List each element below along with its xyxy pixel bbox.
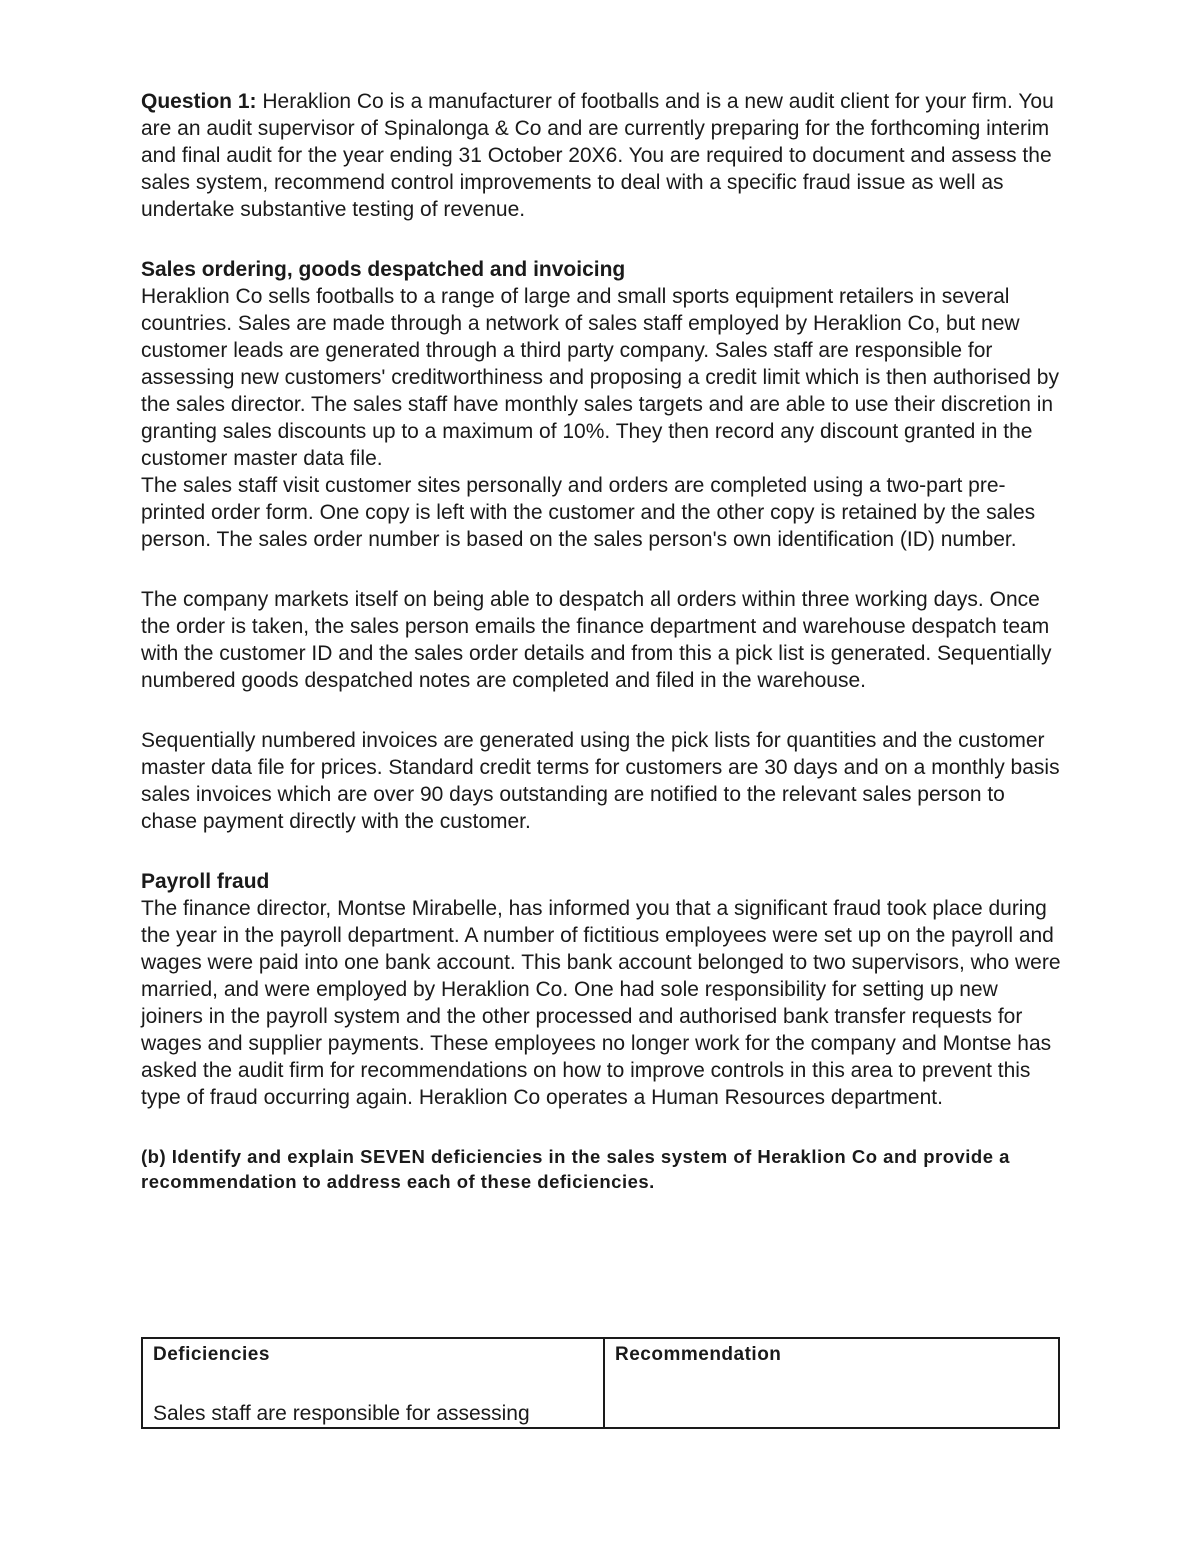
question-paragraph — [141, 88, 1061, 223]
deficiencies-header: Deficiencies — [153, 1344, 270, 1365]
deficiencies-cell — [142, 1338, 604, 1428]
document-page — [141, 88, 1061, 1194]
payroll-paragraph: The finance director, Montse Mirabelle, has informed you that a significant fraud took place during the year in the payroll department. A number of fictitious employees were set up on the payroll and wages were paid into one bank account. This bank account belonged to two supervisors, who were married, and were employed by Heraklion Co. One had sole responsibility for setting up new joiners in the payroll system and the other processed and authorised bank transfer requests for wages and supplier payments. These employees no longer work for the company and Montse has asked the audit firm for recommendations on how to improve controls in this area to prevent this type of fraud occurring again. Heraklion Co operates a Human Resources department. — [141, 897, 1061, 1109]
sales-paragraph-4: Sequentially numbered invoices are generated using the pick lists for quantities and the customer master data file for prices. Standard credit terms for customers are 30 days and on a monthly basis sales invoices which are over 90 days outstanding are notified to the relevant sales person to chase payment directly with the customer. — [141, 729, 1060, 833]
sales-heading: Sales ordering, goods despatched and invoicing — [141, 258, 626, 281]
payroll-heading: Payroll fraud — [141, 870, 270, 893]
sales-paragraph-3: The company markets itself on being able to despatch all orders within three working days. Once the order is taken, the sales person emails the finance department and warehouse despatch team with the customer ID and the sales order details and from this a pick list is generated. Sequentially numbered goods despatched notes are completed and filed in the warehouse. — [141, 588, 1052, 692]
deficiency-text: Sales staff are responsible for assessing — [153, 1402, 530, 1425]
sales-paragraph-1: Heraklion Co sells footballs to a range of large and small sports equipment retailers in several countries. Sales are made through a network of sales staff employed by Heraklion Co, but new customer leads are generated through a third party company. Sales staff are responsible for assessing new customers' creditworthiness and proposing a credit limit which is then authorised by the sales director. The sales staff have monthly sales targets and are able to use their discretion in granting sales discounts up to a maximum of 10%. They then record any discount granted in the customer master data file. — [141, 285, 1059, 470]
question-text: Heraklion Co is a manufacturer of footballs and is a new audit client for your firm. You are an audit supervisor of Spinalonga & Co and are currently preparing for the forthcoming interim and final audit for the year ending 31 October 20X6. You are required to document and assess the sales system, recommend control improvements to deal with a specific fraud issue as well as undertake substantive testing of revenue. — [141, 90, 1054, 221]
question-label: Question 1: — [141, 90, 257, 113]
recommendation-header: Recommendation — [615, 1344, 782, 1365]
table-row — [142, 1338, 1059, 1428]
deficiencies-table — [141, 1337, 1060, 1429]
task-instruction: (b) Identify and explain SEVEN deficiencies in the sales system of Heraklion Co and provide a recommendation to address each of these deficiencies. — [141, 1146, 1010, 1192]
sales-paragraph-2: The sales staff visit customer sites personally and orders are completed using a two-part pre-printed order form. One copy is left with the customer and the other copy is retained by the sales person. The sales order number is based on the sales person's own identification (ID) number. — [141, 474, 1036, 551]
recommendation-cell — [604, 1338, 1059, 1428]
